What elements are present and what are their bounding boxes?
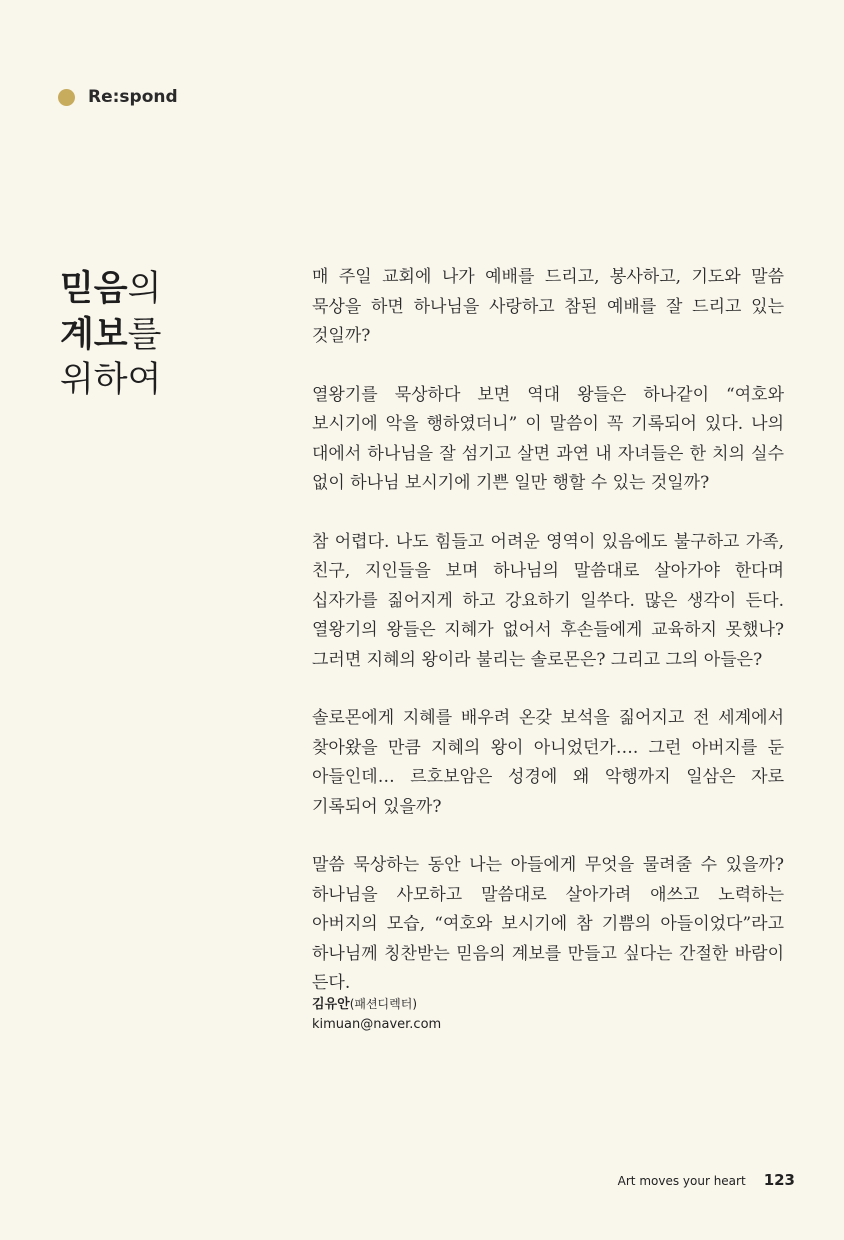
- paragraph: 솔로몬에게 지혜를 배우려 온갖 보석을 짊어지고 전 세계에서 찾아왔을 만큼 지혜의 왕이 아니었던가…. 그런 아버지를 둔 아들인데… 르호보암은 성경에 왜 악행까지 일삼은 자로 기록되어 있을까?: [312, 708, 784, 817]
- section-tag: [58, 86, 178, 108]
- paragraph: 매 주일 교회에 나가 예배를 드리고, 봉사하고, 기도와 말씀 묵상을 하면 하나님을 사랑하고 참된 예배를 잘 드리고 있는 것일까?: [312, 267, 784, 346]
- author-email: kimuan@naver.com: [312, 1017, 442, 1032]
- section-dot-icon: [58, 89, 75, 106]
- title-line-2: [60, 312, 161, 358]
- paragraph: 열왕기를 묵상하다 보면 역대 왕들은 하나같이 “여호와 보시기에 악을 행하였더니” 이 말씀이 꼭 기록되어 있다. 나의 대에서 하나님을 잘 섬기고 살면 과연 내 자녀들은 한 치의 실수 없이 하나님 보시기에 기쁜 일만 행할 수 있는 것일까?: [312, 384, 784, 493]
- footer-caption: Art moves your heart: [617, 1174, 746, 1188]
- article-body: [312, 263, 784, 1028]
- title-particle-1: 의: [127, 269, 162, 309]
- author-name: 김유안: [312, 997, 350, 1012]
- title-line-1: [60, 266, 161, 312]
- author-info: [312, 994, 441, 1035]
- title-line-3: 위하여: [60, 360, 162, 400]
- title-word-faith: 믿음: [60, 268, 128, 309]
- title-particle-2: 를: [127, 315, 162, 355]
- author-name-line: [312, 994, 441, 1015]
- page-footer: [618, 1171, 795, 1189]
- page-number: 123: [763, 1171, 795, 1189]
- author-role: (패션디렉터): [349, 997, 418, 1011]
- paragraph: 참 어렵다. 나도 힘들고 어려운 영역이 있음에도 불구하고 가족, 친구, 지인들을 보며 하나님의 말씀대로 살아가야 한다며 십자가를 짊어지게 하고 강요하기 일쑤다. 많은 생각이 든다. 열왕기의 왕들은 지혜가 없어서 후손들에게 교육하지 못했나? 그러면 지혜의 왕이라 불리는 솔로몬은? 그리고 그의 아들은?: [312, 531, 784, 670]
- paragraph: 말씀 묵상하는 동안 나는 아들에게 무엇을 물려줄 수 있을까? 하나님을 사모하고 말씀대로 살아가려 애쓰고 노력하는 아버지의 모습, “여호와 보시기에 참 기쁨의 아들이었다”라고 하나님께 칭찬받는 믿음의 계보를 만들고 싶다는 간절한 바람이 든다.: [312, 855, 784, 993]
- article-title: [60, 266, 161, 403]
- title-word-lineage: 계보: [60, 314, 128, 355]
- section-label: Re:spond: [88, 87, 178, 107]
